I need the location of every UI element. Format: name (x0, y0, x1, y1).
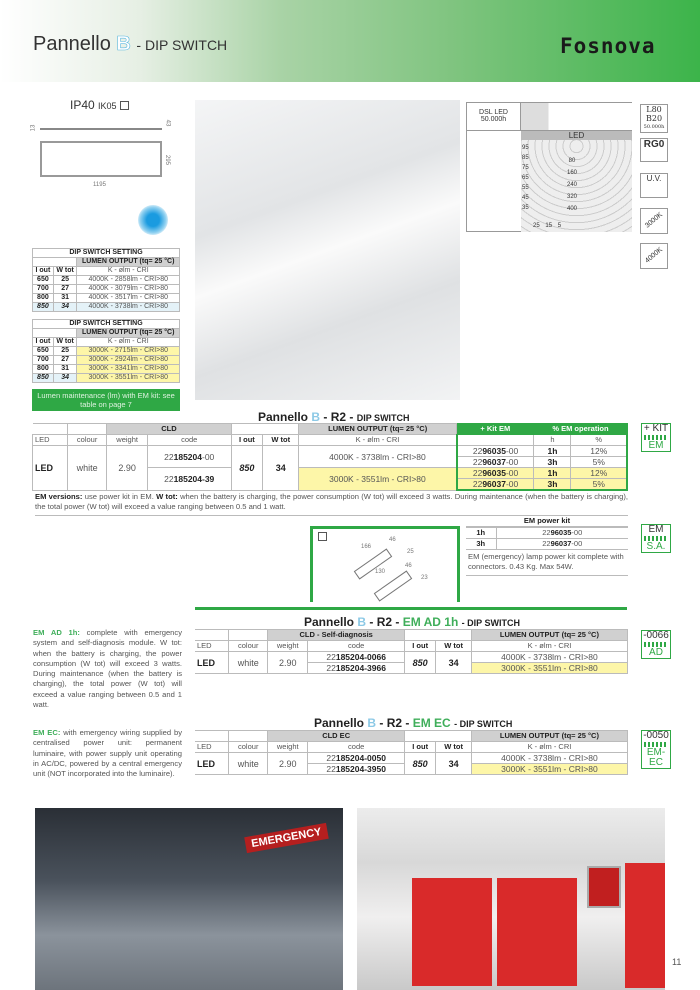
dim: 46 (405, 563, 412, 569)
ad-tag (641, 630, 671, 659)
col-wtot: W tot (263, 435, 299, 446)
cell: 34 (53, 374, 77, 383)
cell-code: 2296037-00 (496, 539, 628, 550)
cell: 4000K - 3079lm - CRI>80 (77, 285, 180, 294)
polar-value: 160 (567, 170, 578, 176)
l80-label: L80 (646, 105, 662, 114)
life-label: 50.000h (480, 116, 507, 123)
cell-h: 3h (534, 479, 571, 491)
cell-led: LED (195, 753, 229, 775)
col-h: h (534, 435, 571, 446)
emergency-doors-photo (357, 808, 665, 990)
ec-tag (641, 730, 671, 769)
cell-lumen: 3000K - 3551lm - CRI>80 (471, 663, 627, 674)
main-product-table (32, 423, 628, 491)
lumen-header: LUMEN OUTPUT (tq= 25 °C) (77, 258, 180, 267)
dim-height: 43 (164, 119, 171, 127)
polar-value: 80 (568, 158, 576, 164)
cell-h: 3h (466, 539, 496, 550)
cell-code: 22185204-3966 (308, 663, 405, 674)
profile-line (40, 128, 162, 130)
cld-header: CLD - Self-diagnosis (268, 630, 405, 641)
dim: 25 (407, 549, 414, 555)
cell-iout: 850 (405, 753, 436, 775)
col-led: LED (33, 435, 68, 446)
col-iout: I out (33, 338, 54, 347)
col-iout: I out (231, 435, 263, 446)
table-row (33, 294, 180, 303)
col-iout: I out (405, 641, 436, 652)
dip-title: DIP SWITCH SETTING (33, 320, 180, 329)
rg0-icon (640, 138, 668, 162)
polar-value: 400 (567, 206, 578, 212)
table-row (33, 285, 180, 294)
cell: 4000K - 3738lm - CRI>80 (77, 303, 180, 312)
table-row (466, 528, 628, 539)
cell-weight: 2.90 (268, 652, 308, 674)
cell-wtot: 34 (436, 753, 472, 775)
dim: 46 (389, 537, 396, 543)
cell-h: 1h (466, 528, 496, 539)
red-door (625, 863, 665, 988)
dip-title: DIP SWITCH SETTING (33, 249, 180, 258)
cell: 650 (33, 276, 54, 285)
cell-pct: 5% (571, 479, 627, 491)
4000k-icon (640, 243, 668, 269)
class2-icon (120, 101, 129, 110)
fire-hose-cabinet (587, 866, 621, 908)
col-pct: % (571, 435, 627, 446)
cell: 34 (53, 303, 77, 312)
col-code: code (308, 742, 405, 753)
em-power-kit (466, 516, 628, 576)
cell: 4000K - 3517lm - CRI>80 (77, 294, 180, 303)
polar-angle: 65 (522, 175, 529, 181)
table-row (33, 276, 180, 285)
kit-header: + Kit EM (457, 424, 534, 435)
tag-bottom: EM-EC (646, 747, 666, 768)
panel-drawing (40, 141, 162, 177)
4000k-label: 4000K (643, 246, 665, 265)
ec-table-title: Pannello B - R2 - EM EC - DIP SWITCH (314, 716, 513, 730)
divider (195, 607, 627, 610)
col-wtot: W tot (53, 338, 77, 347)
table-row (33, 347, 180, 356)
cell: 3000K - 3551lm - CRI>80 (77, 374, 180, 383)
cell: 3000K - 2924lm - CRI>80 (77, 356, 180, 365)
tag-bottom: AD (649, 647, 663, 658)
col-wtot: W tot (53, 267, 77, 276)
col-wtot: W tot (436, 742, 472, 753)
brand-logo: Fosnova (560, 34, 656, 58)
kit-title: EM power kit (466, 516, 628, 527)
polar-value: 240 (567, 182, 578, 188)
photometric-box (466, 102, 632, 232)
lumen-maintenance-note: Lumen maintenance (lm) with EM kit: see table on page 7 (32, 389, 180, 411)
dip-table-3000k (32, 319, 180, 383)
curve-label: LED (521, 131, 632, 140)
em-sa-tag (641, 524, 671, 553)
cell-code: 22185204-3950 (308, 764, 405, 775)
cell: 25 (53, 276, 77, 285)
col-iout: I out (405, 742, 436, 753)
em-versions-note: EM versions: use power kit in EM. W tot: when the battery is charging, the power consumption (W tot) will exceed 3 watts. During maintenance (when the battery is charging), the total power (W tot) will exceed a value ranging between 0.5 and 1 watt. (35, 492, 628, 516)
table-row (195, 753, 628, 764)
cld-header: CLD (107, 424, 231, 435)
application-icons (521, 103, 632, 131)
cell-lumen: 4000K - 3738lm - CRI>80 (471, 753, 627, 764)
cell-wtot: 34 (263, 446, 299, 491)
table-row (33, 303, 180, 312)
page-number: 11 (672, 957, 682, 967)
kit-module (354, 548, 393, 579)
product-photo (195, 100, 460, 400)
cell-lumen: 4000K - 3738lm - CRI>80 (299, 446, 457, 468)
col-iout: I out (33, 267, 54, 276)
table-row (33, 356, 180, 365)
polar-diagram (521, 131, 632, 232)
col-led: LED (195, 742, 229, 753)
b20-label: B20 (645, 114, 663, 123)
lumen-header: LUMEN OUTPUT (tq= 25 °C) (77, 329, 180, 338)
polar-angle: 95 (522, 145, 529, 151)
tag-top: EM (648, 524, 664, 535)
lumen-maintenance-icon (640, 104, 668, 133)
cell-kit: 2296035-00 (457, 446, 534, 457)
kit-em-tag (641, 423, 671, 452)
col-wtot: W tot (436, 641, 472, 652)
tag-bottom: S.A. (646, 541, 666, 552)
cell-kit: 2296037-00 (457, 479, 534, 491)
tag-top: -0050 (643, 730, 669, 741)
col-k: K - ølm - CRI (77, 338, 180, 347)
ad-product-table (195, 629, 628, 674)
cell: 31 (53, 365, 77, 374)
polar-angle: 75 (522, 165, 529, 171)
dim: 23 (421, 575, 428, 581)
cell-weight: 2.90 (107, 446, 148, 491)
cld-header: CLD EC (268, 731, 405, 742)
rg0-label: RG0 (643, 139, 665, 150)
polar-angle: 45 (522, 195, 529, 201)
cell: 27 (53, 356, 77, 365)
3000k-label: 3000K (643, 211, 665, 230)
cell-iout: 850 (405, 652, 436, 674)
cell-lumen: 4000K - 3738lm - CRI>80 (471, 652, 627, 663)
col-weight: weight (268, 641, 308, 652)
cell-lumen: 3000K - 3551lm - CRI>80 (471, 764, 627, 775)
cell-kit: 2296035-00 (457, 468, 534, 479)
cell-code: 22185204-39 (147, 468, 231, 491)
col-weight: weight (268, 742, 308, 753)
cell-lumen: 3000K - 3551lm - CRI>80 (299, 468, 457, 491)
lumen-header: LUMEN OUTPUT (tq= 25 °C) (471, 731, 627, 742)
cell: 800 (33, 365, 54, 374)
em-ad-note: EM AD 1h: complete with emergency system and self-diagnosis module. W tot: when the battery is charging, the power consumption (W tot) will exceed 3 watts. During maintenance (when the battery is charging), the total power (W tot) will exceed a value ranging between 0.5 and 1 watt. (33, 628, 183, 709)
col-colour: colour (229, 641, 268, 652)
battery-pack (374, 570, 413, 601)
col-k: K - ølm - CRI (471, 742, 627, 753)
cell: 800 (33, 294, 54, 303)
ad-table-title: Pannello B - R2 - EM AD 1h - DIP SWITCH (304, 615, 520, 629)
cell-pct: 12% (571, 446, 627, 457)
uv-label: U.V. (646, 174, 662, 183)
cell-led: LED (195, 652, 229, 674)
cell: 850 (33, 303, 54, 312)
table-row (33, 374, 180, 383)
table-row (33, 365, 180, 374)
red-door (497, 878, 577, 986)
emergency-sign: EMERGENCY (244, 823, 328, 853)
cell-led: LED (33, 446, 68, 491)
tag-top: + KIT (643, 423, 669, 434)
dim-width: 1195 (93, 182, 106, 188)
hours-label: 50.000h (643, 124, 665, 130)
cell-code: 22185204-0066 (308, 652, 405, 663)
polar-angle: 85 (522, 155, 529, 161)
col-k: K - ølm - CRI (299, 435, 457, 446)
kit-description: EM (emergency) lamp power kit complete with connectors. 0.43 Kg. Max 54W. (466, 550, 628, 576)
ip-rating: IP40 IK05 (70, 98, 129, 112)
cell-pct: 12% (571, 468, 627, 479)
col-weight: weight (107, 435, 148, 446)
polar-angle: 5 (557, 223, 562, 229)
col-led: LED (195, 641, 229, 652)
cell-kit: 2296037-00 (457, 457, 534, 468)
dim-thick: 13 (30, 124, 37, 132)
cell-colour: white (67, 446, 106, 491)
cell-wtot: 34 (436, 652, 472, 674)
polar-angle: 25 (533, 223, 540, 229)
cell-code: 2296035-00 (496, 528, 628, 539)
hospital-corridor-photo (35, 808, 343, 990)
cell-h: 3h (534, 457, 571, 468)
polar-angle: 55 (522, 185, 529, 191)
cell: 3000K - 2715lm - CRI>80 (77, 347, 180, 356)
tag-bottom: EM (648, 440, 664, 451)
cell-colour: white (229, 753, 268, 775)
cell: 25 (53, 347, 77, 356)
lumen-header: LUMEN OUTPUT (tq= 25 °C) (471, 630, 627, 641)
table-row (466, 539, 628, 550)
dim-depth: 295 (164, 154, 171, 166)
cell: 3000K - 3341lm - CRI>80 (77, 365, 180, 374)
page-title: Pannello B - DIP SWITCH (33, 33, 228, 55)
main-table-title: Pannello B - R2 - DIP SWITCH (258, 410, 410, 424)
polar-value: 320 (567, 194, 578, 200)
col-k: K - ølm - CRI (77, 267, 180, 276)
dip-table-4000k (32, 248, 180, 312)
col-colour: colour (229, 742, 268, 753)
3000k-icon (640, 208, 668, 234)
cell: 31 (53, 294, 77, 303)
cell: 700 (33, 285, 54, 294)
col-code: code (308, 641, 405, 652)
kit-drawing (310, 526, 460, 602)
cell: 700 (33, 356, 54, 365)
table-row (195, 652, 628, 663)
cell-h: 1h (534, 468, 571, 479)
dim: 166 (361, 544, 372, 550)
cell-code: 22185204-00 (147, 446, 231, 468)
cell-pct: 5% (571, 457, 627, 468)
uv-icon (640, 173, 668, 198)
dip-switch-touch-icon (138, 205, 168, 235)
cell: 4000K - 2858lm - CRI>80 (77, 276, 180, 285)
table-row (33, 446, 628, 457)
col-colour: colour (67, 435, 106, 446)
ec-product-table (195, 730, 628, 775)
cell-h: 1h (534, 446, 571, 457)
cell-iout: 850 (231, 446, 263, 491)
cell: 27 (53, 285, 77, 294)
tag-top: -0066 (643, 630, 669, 641)
col-k: K - ølm - CRI (471, 641, 627, 652)
lumen-header: LUMEN OUTPUT (tq= 25 °C) (299, 424, 457, 435)
red-door (412, 878, 492, 986)
dim: 130 (375, 569, 386, 575)
col-code: code (147, 435, 231, 446)
dsl-label: DSL LED (479, 109, 508, 116)
cell: 850 (33, 374, 54, 383)
class2-icon (318, 532, 327, 541)
cell-code: 22185204-0050 (308, 753, 405, 764)
polar-angle: 15 (545, 223, 553, 229)
polar-angle: 35 (522, 205, 529, 211)
cell: 650 (33, 347, 54, 356)
cell-colour: white (229, 652, 268, 674)
em-ec-note: EM EC: with emergency wiring supplied by centralised power unit: permanent luminaire, with power supply unit operating in AC/DC, powered by a central emergency unit (NOT incorporated into the luminaire). (33, 728, 182, 778)
cell-weight: 2.90 (268, 753, 308, 775)
emop-header: % EM operation (534, 424, 627, 435)
